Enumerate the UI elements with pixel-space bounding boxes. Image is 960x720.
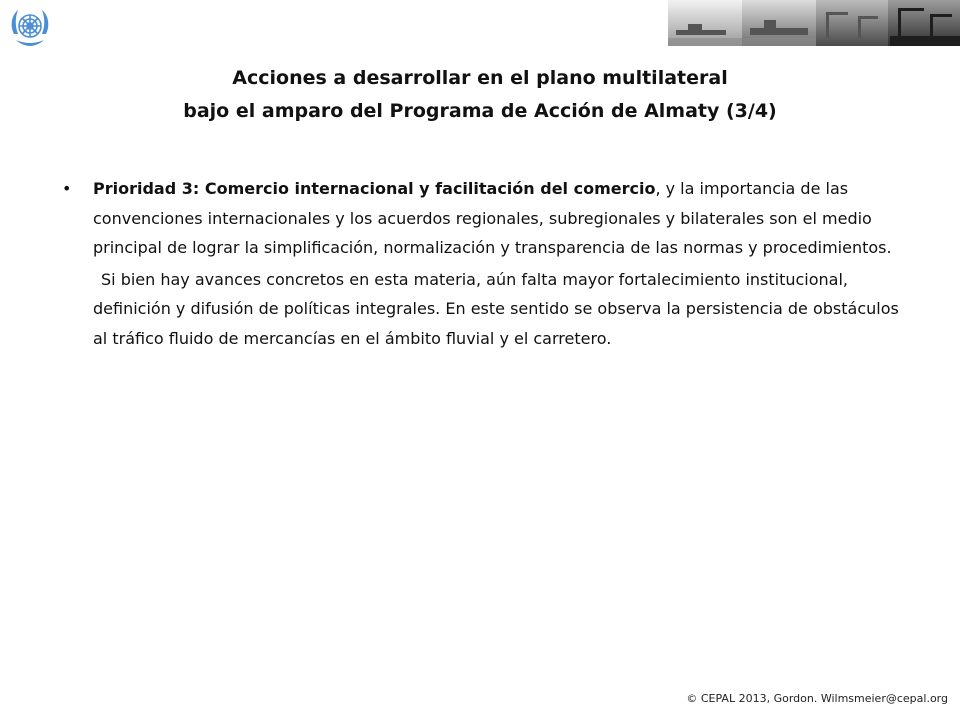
copyright-footer: © CEPAL 2013, Gordon. Wilmsmeier@cepal.org [686, 692, 948, 705]
slide-body [62, 174, 912, 353]
title-line-2: bajo el amparo del Programa de Acción de Almaty (3/4) [183, 100, 777, 122]
bullet-marker: • [62, 179, 72, 198]
bullet-bold-text: Prioridad 3: Comercio internacional y facilitación del comercio [93, 179, 656, 198]
title-line-1: Acciones a desarrollar en el plano multilateral [232, 67, 728, 89]
body-paragraph: Si bien hay avances concretos en esta materia, aún falta mayor fortalecimiento institucional, definición y difusión de políticas integrales. En este sentido se observa la persistencia de obstáculos al tráfico fluido de mercancías en el ámbito fluvial y el carretero. [93, 269, 899, 348]
bullet-rest-text: , y la importancia de las convenciones internacionales y los acuerdos regionales, subregionales y bilaterales son el medio principal de lograr la simplificación, normalización y transparencia de las normas y procedimientos. [93, 179, 892, 257]
slide-title [60, 62, 900, 128]
bullet-item [62, 174, 912, 263]
port-photos-strip [668, 0, 960, 46]
un-emblem-icon [6, 4, 54, 52]
bullet-text [93, 179, 892, 257]
